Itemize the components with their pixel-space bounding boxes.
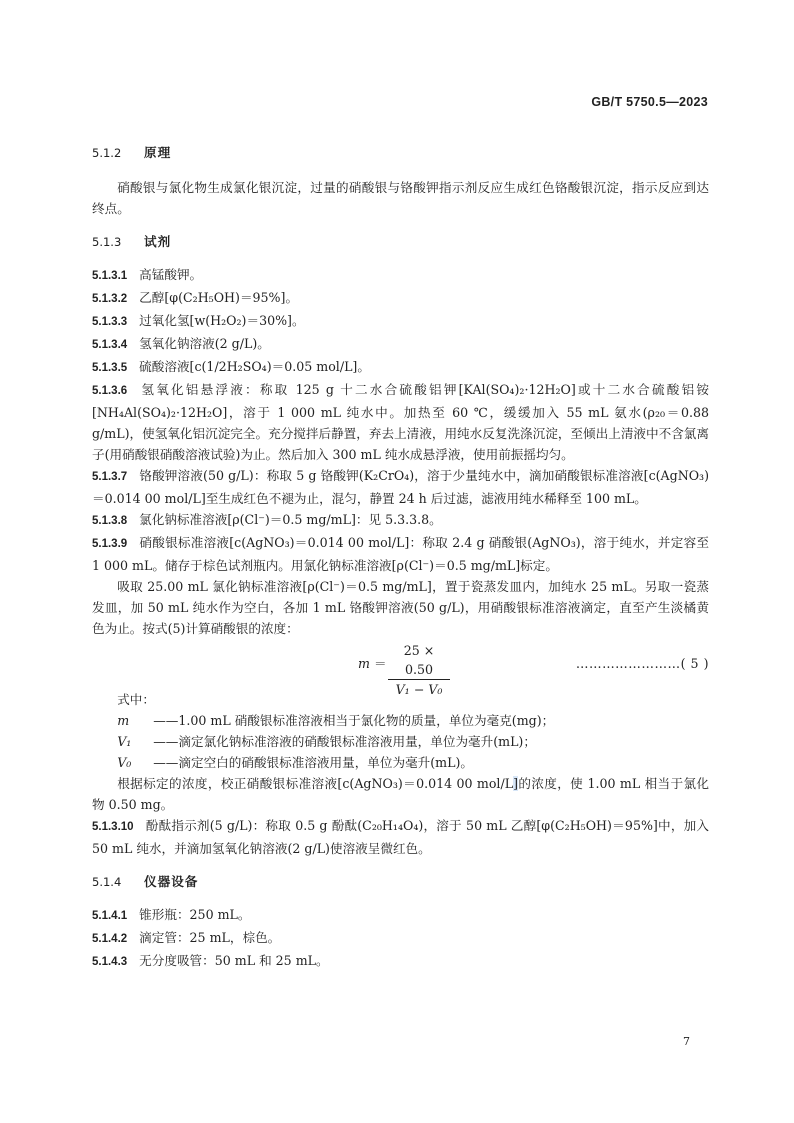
section-title: 仪器设备 <box>144 875 199 889</box>
section-number: 5.1.4 <box>92 875 122 889</box>
item-number: 5.1.3.5 <box>92 362 128 374</box>
reagent-item <box>92 509 709 532</box>
item-number: 5.1.3.4 <box>92 339 128 351</box>
item-text: 高锰酸钾。 <box>139 267 203 282</box>
reagent-item <box>92 815 709 859</box>
principle-paragraph: 硝酸银与氯化物生成氯化银沉淀，过量的硝酸银与铬酸钾指示剂反应生成红色铬酸银沉淀，指示反应到达终点。 <box>92 180 709 216</box>
reagent-item <box>92 379 709 465</box>
item-number: 5.1.4.2 <box>92 933 128 945</box>
where-label: 式中： <box>117 692 155 707</box>
item-text: 铬酸钾溶液(50 g/L)：称取 5 g 铬酸钾(K₂CrO₄)，溶于少量纯水中，滴加硝酸银标准溶液[c(AgNO₃)＝0.014 00 mol/L]至生成红色不褪为止，混匀，静置 24 h 后过滤，滤液用纯水稀释至 100 mL。 <box>92 468 709 506</box>
item-number: 5.1.4.1 <box>92 910 128 922</box>
formula-5 <box>92 641 709 697</box>
equipment-item <box>92 927 709 950</box>
symbol-definition <box>92 752 709 773</box>
section-number: 5.1.2 <box>92 146 122 160</box>
symbol-definition <box>92 710 709 731</box>
reagent-item <box>92 356 709 379</box>
section-number: 5.1.3 <box>92 235 122 249</box>
item-number: 5.1.3.10 <box>92 821 134 833</box>
page-number: 7 <box>683 1035 690 1048</box>
page-content <box>92 143 709 973</box>
item-text: 硝酸银标准溶液[c(AgNO₃)＝0.014 00 mol/L]：称取 2.4 g 硝酸银(AgNO₃)，溶于纯水，并定容至 1 000 mL。储存于棕色试剂瓶内。用氯化钠标准溶液[ρ(Cl⁻)＝0.5 mg/mL]标定。 <box>92 535 709 573</box>
calibration-paragraph: 吸取 25.00 mL 氯化钠标准溶液[ρ(Cl⁻)＝0.5 mg/mL]，置于瓷蒸发皿内，加纯水 25 mL。另取一瓷蒸发皿，加 50 mL 纯水作为空白，各加 1 mL 铬酸钾溶液(50 g/L)，用硝酸银标准溶液滴定，直至产生淡橘黄色为止。按式(5)计算硝酸银的浓度： <box>92 579 709 636</box>
symbol: V₀ <box>117 755 132 770</box>
formula-fraction <box>388 641 450 699</box>
equipment-item <box>92 904 709 927</box>
standard-number: GB/T 5750.5—2023 <box>591 95 708 109</box>
formula-denominator: V₁ − V₀ <box>395 682 443 697</box>
symbol-definition <box>92 731 709 752</box>
definition-text: ——滴定空白的硝酸银标准溶液用量，单位为毫升(mL)。 <box>153 755 473 770</box>
item-text: 过氧化氢[w(H₂O₂)＝30%]。 <box>139 313 305 328</box>
formula-number: ……………………( 5 ) <box>575 656 709 671</box>
reagent-item <box>92 287 709 310</box>
item-number: 5.1.3.7 <box>92 471 128 483</box>
reagent-item <box>92 333 709 356</box>
formula-numerator: 25 × 0.50 <box>388 641 450 680</box>
text-selection-highlight[interactable]: ] <box>513 776 518 791</box>
item-text: 酚酞指示剂(5 g/L)：称取 0.5 g 酚酞(C₂₀H₁₄O₄)，溶于 50 mL 乙醇[φ(C₂H₅OH)＝95%]中，加入 50 mL 纯水，并滴加氢氧化钠溶液(2 g/L)使溶液呈微红色。 <box>92 818 709 856</box>
definition-text: ——1.00 mL 硝酸银标准溶液相当于氯化物的质量，单位为毫克(mg)； <box>153 713 555 728</box>
item-text: 氯化钠标准溶液[ρ(Cl⁻)＝0.5 mg/mL]：见 5.3.3.8。 <box>139 512 442 527</box>
symbol: V₁ <box>117 734 132 749</box>
item-text: 氢氧化铝悬浮液：称取 125 g 十二水合硫酸铝钾[KAl(SO₄)₂·12H₂O]或十二水合硫酸铝铵[NH₄Al(SO₄)₂·12H₂O]，溶于 1 000 mL 纯水中。加热至 60 ℃，缓缓加入 55 mL 氨水(ρ₂₀＝0.88 g/mL)，使氢氧化铝沉淀完全。充分搅拌后静置，弃去上清液，用纯水反复洗涤沉淀，至倾出上清液中不含氯离子(用硝酸银硝酸溶液试验)为止。然后加入 300 mL 纯水成悬浮液，使用前振摇均匀。 <box>92 382 709 462</box>
item-text: 氢氧化钠溶液(2 g/L)。 <box>139 336 270 351</box>
calibration-result-paragraph: 根据标定的浓度，校正硝酸银标准溶液[c(AgNO₃)＝0.014 00 mol/L]的浓度，使 1.00 mL 相当于氯化物 0.50 mg。 <box>92 776 710 812</box>
formula-lhs: m ＝ <box>358 656 387 671</box>
equipment-item <box>92 950 709 973</box>
item-number: 5.1.3.3 <box>92 316 128 328</box>
item-number: 5.1.4.3 <box>92 956 128 968</box>
reagent-item <box>92 310 709 333</box>
symbol: m <box>117 713 130 728</box>
section-heading-5-1-3 <box>92 232 709 253</box>
item-text: 无分度吸管：50 mL 和 25 mL。 <box>139 953 329 968</box>
definition-text: ——滴定氯化钠标准溶液的硝酸银标准溶液用量，单位为毫升(mL)； <box>153 734 536 749</box>
item-text: 锥形瓶：250 mL。 <box>139 907 251 922</box>
item-number: 5.1.3.2 <box>92 293 128 305</box>
section-heading-5-1-4 <box>92 872 709 893</box>
item-text: 硫酸溶液[c(1/2H₂SO₄)＝0.05 mol/L]。 <box>139 359 370 374</box>
reagent-item <box>92 264 709 287</box>
item-text: 乙醇[φ(C₂H₅OH)＝95%]。 <box>139 290 299 305</box>
reagent-item <box>92 532 709 576</box>
section-title: 原理 <box>144 146 172 160</box>
item-number: 5.1.3.8 <box>92 515 128 527</box>
item-number: 5.1.3.9 <box>92 538 128 550</box>
item-text: 滴定管：25 mL，棕色。 <box>139 930 281 945</box>
section-heading-5-1-2 <box>92 143 709 164</box>
item-number: 5.1.3.1 <box>92 270 128 282</box>
item-number: 5.1.3.6 <box>92 385 128 397</box>
section-title: 试剂 <box>144 235 172 249</box>
reagent-item <box>92 465 709 509</box>
